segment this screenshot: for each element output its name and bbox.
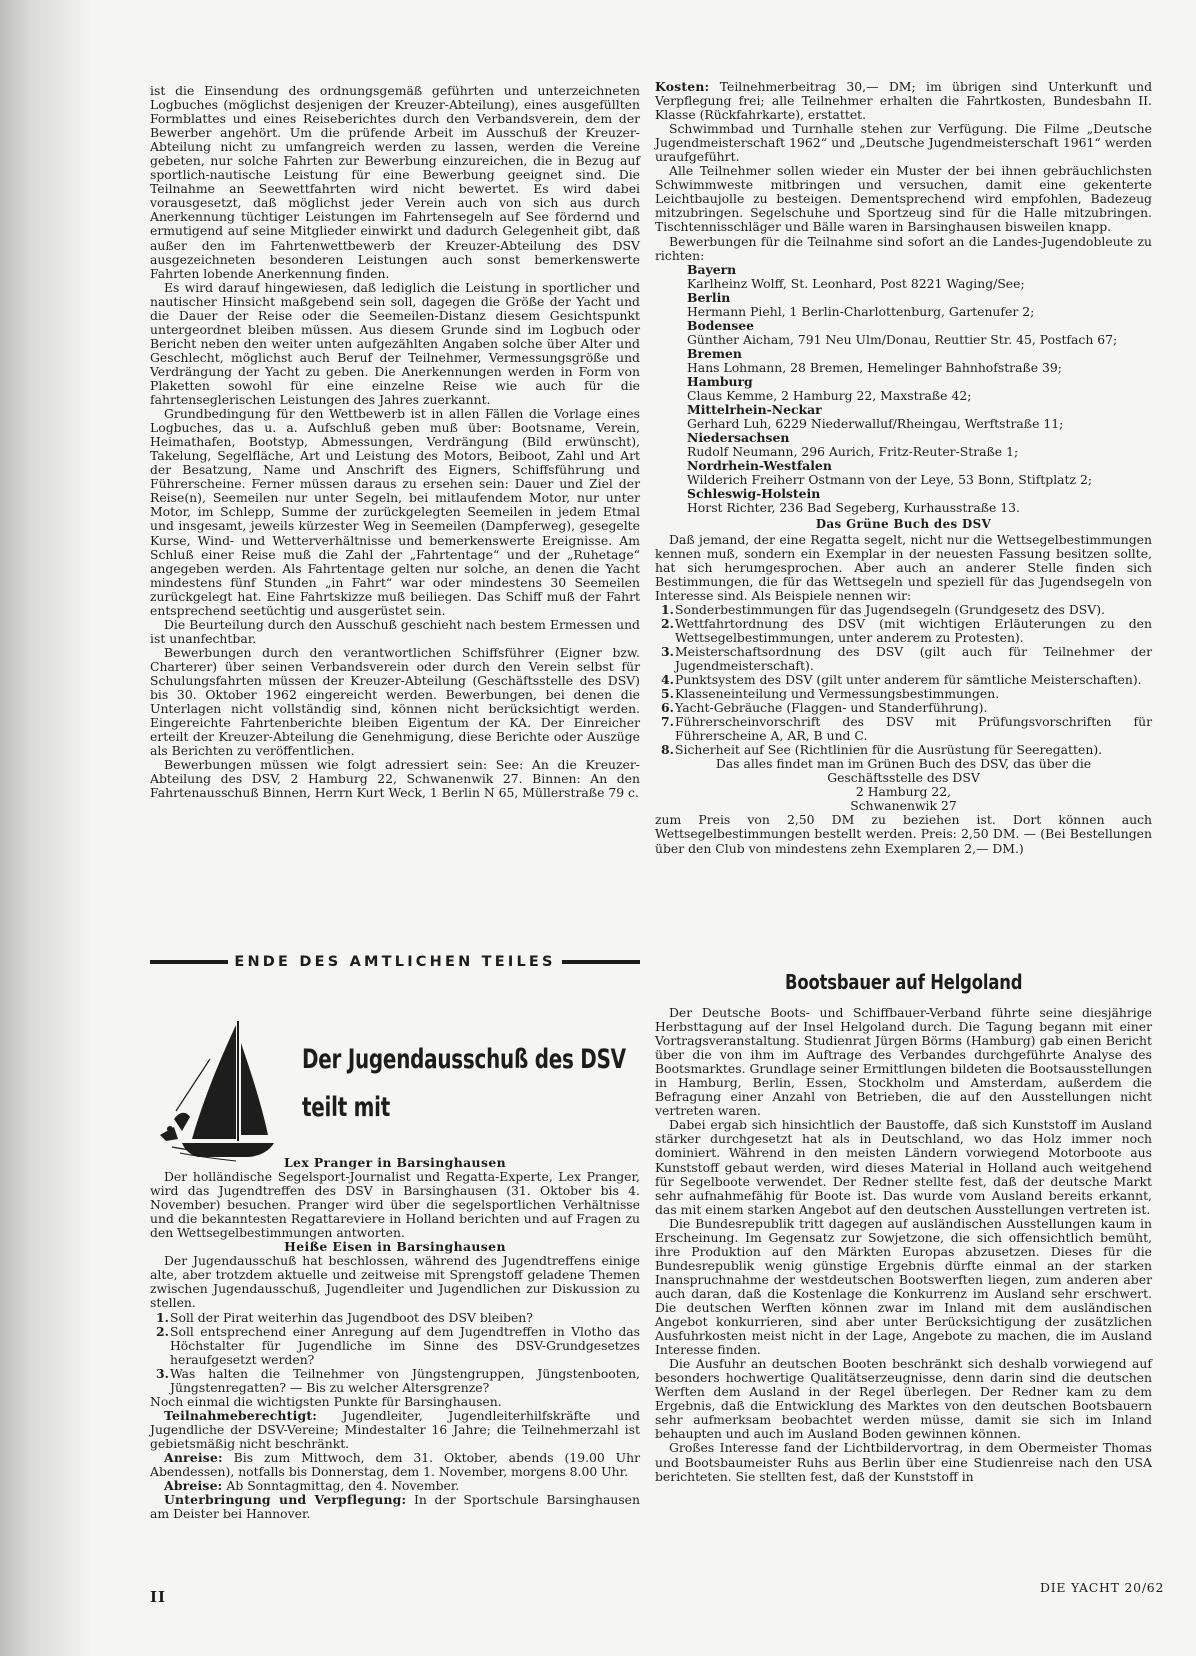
gruen-list	[655, 603, 1152, 758]
divider-rule	[562, 960, 640, 964]
region-address: Horst Richter, 236 Bad Segeberg, Kurhausstraße 13.	[687, 500, 1020, 516]
right-info	[655, 80, 1152, 122]
left-paragraph: Bewerbungen müssen wie folgt adressiert sein: See: An die Kreuzer-Abteilung des DSV, 2 Hamburg 22, Schwanenwik 27. Binnen: An den Fahrtenausschuß Binnen, Herrn Kurt Weck, 1 Berlin N 65, Müllerstraße 79 c.	[150, 757, 640, 801]
list-number: 3.	[661, 643, 674, 659]
jugend-title-line: Der Jugendausschuß des DSV	[302, 1044, 626, 1075]
list-number: 1.	[661, 601, 674, 617]
left-paragraph: ist die Einsendung des ordnungsgemäß geführten und unterzeichneten Logbuches (möglichst desjenigen der Kreuzer-Abteilung), eines ausgefüllten Formblattes und eines Reiseberichtes durch den Verbandsverein, dem der Bewerber angehört. Um die prüfende Arbeit im Ausschuß der Kreuzer-Abteilung nicht zu umfangreich werden zu lassen, werden die Vereine gebeten, nur solche Fahrten zur Bewerbung einzureichen, die in Bezug auf sportlich-nautische Leistung für eine Bewerbung geeignet sind. Die Teilnahme an Seewettfahrten wird nicht bewertet. Es wird dabei vorausgesetzt, daß möglichst jeder Verein auch von sich aus durch Anerkennung tüchtiger Leistungen im Fahrtensegeln auf See fördernd und ermutigend auf seine Mitglieder einwirkt und dadurch Gelegenheit gibt, daß außer den im Fahrtenwettbewerb der Kreuzer-Abteilung des DSV ausgezeichneten besonderen Leistungen auch sonst bemerkenswerte Fahrten lobende Anerkennung finden.	[150, 83, 640, 281]
right-paragraph: Schwimmbad und Turnhalle stehen zur Verfügung. Die Filme „Deutsche Jugendmeisterschaft 1962“ und „Deutsche Jugendmeisterschaft 1961“ werden uraufgeführt.	[655, 121, 1152, 165]
list-item	[655, 673, 1152, 687]
list-text: Soll entsprechend einer Anregung auf dem Jugendtreffen in Vlotho das Höchstalter für Jugendliche im Sinne des DSV-Grundgesetzes heraufgesetzt werden?	[170, 1323, 640, 1367]
list-number: 4.	[661, 671, 674, 687]
section-end-divider	[150, 950, 640, 974]
gruen-paragraph: Daß jemand, der eine Regatta segelt, nicht nur die Wettsegelbestimmungen kennen muß, sondern ein Exemplar in der neuesten Fassung besitzen sollte, hat sich herumgesprochen. Aber auch an anderer Stelle finden sich Bestimmungen, die für das Wettsegeln und speziell für das Jugendsegeln von Interesse sind. Als Beispiele nennen wir:	[655, 531, 1152, 603]
list-text: Soll der Pirat weiterhin das Jugendboot des DSV bleiben?	[170, 1309, 533, 1325]
region-name: Berlin	[687, 289, 731, 305]
jugend-article	[150, 1156, 640, 1521]
list-text: Klasseneinteilung und Vermessungsbestimmungen.	[675, 686, 1000, 702]
list-text: Punktsystem des DSV (gilt unter anderem für sämtliche Meisterschaften).	[675, 671, 1142, 687]
region-name: Niedersachsen	[687, 430, 790, 446]
info-label: Unterbringung und Verpflegung:	[164, 1492, 407, 1508]
region-name: Hamburg	[687, 373, 753, 389]
list-text: Was halten die Teilnehmer von Jüngstengruppen, Jüngstenbooten, Jüngstenregatten? — Bis zu welcher Altersgrenze?	[170, 1365, 640, 1395]
list-item	[655, 687, 1152, 701]
magazine-footer: DIE YACHT 20/62	[1040, 1580, 1165, 1595]
gruen-line: Schwanenwik 27	[850, 798, 957, 814]
jugend-subheading: Heiße Eisen in Barsinghausen	[284, 1239, 506, 1255]
region-name: Schleswig-Holstein	[687, 486, 821, 502]
list-item	[655, 617, 1152, 645]
region-address: Rudolf Neumann, 296 Aurich, Fritz-Reuter-Straße 1;	[687, 444, 1019, 460]
list-number: 8.	[661, 742, 674, 758]
list-item	[655, 715, 1152, 743]
jugend-info	[150, 1451, 640, 1479]
list-text: Sonderbestimmungen für das Jugendsegeln (Grundgesetz des DSV).	[675, 601, 1105, 617]
right-paragraph: Bewerbungen für die Teilnahme sind sofort an die Landes-Jugendobleute zu richten:	[655, 233, 1152, 263]
jugend-title-line: teilt mit	[302, 1092, 391, 1123]
list-number: 2.	[156, 1323, 169, 1339]
list-item	[655, 743, 1152, 757]
region-address: Claus Kemme, 2 Hamburg 22, Maxstraße 42;	[687, 388, 972, 404]
list-item	[150, 1325, 640, 1367]
info-text: Bis zum Mittwoch, dem 31. Oktober, abends (19.00 Uhr Abendessen), notfalls bis Donnerstag, dem 1. November, morgens 8.00 Uhr.	[150, 1449, 640, 1480]
boots-title: Bootsbauer auf Helgoland	[784, 970, 1023, 994]
region-address: Karlheinz Wolff, St. Leonhard, Post 8221 Waging/See;	[687, 275, 1025, 291]
list-text: Yacht-Gebräuche (Flaggen- und Standerführung).	[675, 700, 988, 716]
list-text: Sicherheit auf See (Richtlinien für die Ausrüstung für Seeregatten).	[675, 742, 1103, 758]
region-name: Mittelrhein-Neckar	[687, 402, 822, 418]
jugend-paragraph: Der holländische Segelsport-Journalist und Regatta-Experte, Lex Pranger, wird das Jugendtreffen des DSV in Barsinghausen (31. Oktober bis 4. November) besuchen. Pranger wird über die segelsportlichen Verhältnisse und die bekanntesten Regattareviere in Holland berichten und auf Fragen zu den Wettsegelbestimmungen antworten.	[150, 1169, 640, 1241]
list-number: 5.	[661, 686, 674, 702]
region-name: Bremen	[687, 345, 742, 361]
region-address: Wilderich Freiherr Ostmann von der Leye, 53 Bonn, Stiftplatz 2;	[687, 472, 1093, 488]
right-column	[655, 80, 1152, 856]
region-name: Bodensee	[687, 317, 755, 333]
info-text: Jugendleiter, Jugendleiterhilfskräfte und Jugendliche der DSV-Vereine; Mindestalter 16 Jahre; die Teilnehmerzahl ist gebietsmäßig nicht beschränkt.	[150, 1407, 640, 1451]
info-label: Abreise:	[164, 1478, 223, 1494]
region-address: Günther Aicham, 791 Neu Ulm/Donau, Reuttier Str. 45, Postfach 67;	[687, 331, 1118, 347]
list-text: Führerscheinvorschrift des DSV mit Prüfungsvorschriften für Führerscheine A, AR, B und C.	[675, 714, 1152, 744]
info-label: Kosten:	[655, 79, 710, 94]
jugend-subheading: Lex Pranger in Barsinghausen	[283, 1155, 507, 1170]
boots-paragraph: Die Bundesrepublik tritt dagegen auf ausländischen Ausstellungen kaum in Erscheinung. Im Gegensatz zur Sowjetzone, die sich offensichtlich bemüht, ihre Produktion auf den Märkten Europas abzusetzen. Dieses für die Bundesrepublik wenig günstige Ergebnis dürfte einmal an der starken Inanspruchnahme der westdeutschen Bootswerften liegen, zum anderen aber auch daran, daß die Kostenlage die Konkurrenz im Ausland sehr erschwert. Die deutschen Werften können zwar im Inland mit dem ausländischen Angebot konkurrieren, sind aber unter Berücksichtigung der zusätzlichen Ausfuhrkosten meist nicht in der Lage, Angebote zu machen, die im Ausland Interesse finden.	[655, 1215, 1152, 1358]
sailboat-icon	[152, 1015, 277, 1165]
section-end-label: ENDE DES AMTLICHEN TEILES	[234, 954, 556, 970]
gruen-paragraph: zum Preis von 2,50 DM zu beziehen ist. Dort können auch Wettsegelbestimmungen bestellt werden. Preis: 2,50 DM. — (Bei Bestellungen über den Club von mindestens zehn Exemplaren 2,— DM.)	[655, 812, 1152, 856]
jugend-paragraph: Noch einmal die wichtigsten Punkte für Barsinghausen.	[150, 1393, 502, 1409]
boots-paragraph: Großes Interesse fand der Lichtbildervortrag, in dem Obermeister Thomas und Bootsbaumeister Ruhs aus Berlin über eine Studienreise nach den USA berichteten. Sie stellten fest, daß der Kunststoff in	[655, 1440, 1152, 1484]
info-label: Anreise:	[164, 1449, 223, 1465]
list-item	[150, 1311, 640, 1325]
region-address: Gerhard Luh, 6229 Niederwalluf/Rheingau, Werftstraße 11;	[687, 416, 1064, 432]
region-address: Hermann Piehl, 1 Berlin-Charlottenburg, Gartenufer 2;	[687, 303, 1035, 319]
jugend-paragraph: Der Jugendausschuß hat beschlossen, während des Jugendtreffens einige alte, aber trotzdem aktuelle und zeitweise mit Sprengstoff geladene Themen zwischen Jugendausschuß, Jugendleiter und Jugendlichen zur Diskussion zu stellen.	[150, 1253, 640, 1311]
jugend-info	[150, 1493, 640, 1521]
info-label: Teilnahmeberechtigt:	[164, 1407, 318, 1423]
left-paragraph: Grundbedingung für den Wettbewerb ist in allen Fällen die Vorlage eines Logbuches, das u. a. Aufschluß geben muß über: Bootsname, Verein, Heimathafen, Bootstyp, Abmessungen, Verdrängung (Bild erwünscht), Takelung, Segelfläche, Art und Leistung des Motors, Beiboot, Zahl und Art der Besatzung, Name und Anschrift des Eigners, Schiffsführung und Führerscheine. Ferner müssen daraus zu ersehen sein: Dauer und Ziel der Reise(n), Seemeilen nur unter Segeln, bei mitlaufendem Motor, nur unter Motor, im Schlepp, Summe der zurückgelegten Seemeilen in jedem Etmal und insgesamt, jeweils kürzester Weg in Seemeilen (Dampferweg), gesegelte Kurse, Wind- und Wetterverhältnisse und bemerkenswerte Ereignisse. Am Schluß einer Reise muß die Zahl der „Fahrtentage“ und der „Ruhetage“ angegeben werden. Als Fahrtentage gelten nur solche, an denen die Yacht mindestens fünf Stunden „in Fahrt“ war oder mindestens 30 Seemeilen zurückgelegt hat. Eine Fahrtskizze muß beiliegen. Das Schiff muß der Fahrt entsprechend seetüchtig und ausgerüstet sein.	[150, 406, 640, 618]
list-text: Wettfahrtordnung des DSV (mit wichtigen Erläuterungen zu den Wettsegelbestimmungen, unter anderem zu Protesten).	[675, 615, 1152, 645]
gruen-line: Das alles findet man im Grünen Buch des DSV, das über die	[715, 756, 1092, 772]
info-text: In der Sportschule Barsinghausen am Deister bei Hannover.	[150, 1492, 640, 1522]
boots-heading	[655, 970, 1152, 994]
region-address: Hans Lohmann, 28 Bremen, Hemelinger Bahnhofstraße 39;	[687, 359, 1062, 375]
list-number: 7.	[661, 714, 674, 730]
gruen-line: Geschäftsstelle des DSV	[827, 770, 980, 786]
gruen-heading: Das Grüne Buch des DSV	[815, 517, 992, 532]
binding-shadow	[0, 0, 92, 1656]
region-list	[655, 263, 1152, 516]
jugend-info	[150, 1409, 640, 1451]
list-number: 1.	[156, 1309, 169, 1325]
right-paragraph: Alle Teilnehmer sollen wieder ein Muster der bei ihnen gebräuchlichsten Schwimmweste mitbringen und versuchen, damit eine gekenterte Leichtbaujolle zu besteigen. Dementsprechend wird empfohlen, Badezeug mitzubringen. Segelschuhe und Sportzeug sind für die Halle mitzubringen. Tischtennisschläger und Bälle waren in Barsinghausen bisweilen knapp.	[655, 163, 1152, 235]
page-number: II	[150, 1588, 167, 1606]
list-item	[150, 1367, 640, 1395]
left-paragraph: Die Beurteilung durch den Ausschuß geschieht nach bestem Ermessen und ist unanfechtbar.	[150, 616, 640, 646]
jugend-title	[302, 1036, 626, 1132]
left-paragraph: Es wird darauf hingewiesen, daß lediglich die Leistung in sportlicher und nautischer Hinsicht maßgebend sein soll, dagegen die Größe der Yacht und die Dauer der Reise oder die Seemeilen-Distanz diesem Gesichtspunkt untergeordnet bleiben müssen. Aus diesem Grunde sind im Logbuch oder Bericht neben den weiter unten aufgezählten Angaben solche über Alter und Geschlecht, möglichst auch Beruf der Teilnehmer, Vermessungsgröße und Verdrängung der Yacht zu geben. Die Anerkennungen werden in Form von Plaketten sowohl für eine einzelne Reise wie auch für die fahrtenseglerischen Leistungen des Jahres zuerkannt.	[150, 279, 640, 408]
list-item	[655, 645, 1152, 673]
left-paragraph: Bewerbungen durch den verantwortlichen Schiffsführer (Eigner bzw. Charterer) über seinen Verbandsverein oder durch den Verein selbst für Schulungsfahrten müssen der Kreuzer-Abteilung (Geschäftsstelle des DSV) bis 30. Oktober 1962 eingereicht werden. Bewerbungen, bei denen die Unterlagen nicht vollständig sind, können nicht berücksichtigt werden. Eingereichte Fahrtenberichte bleiben Eigentum der KA. Der Einreicher erteilt der Kreuzer-Abteilung die Genehmigung, diese Berichte oder Auszüge als Berichten zu veröffentlichen.	[150, 644, 640, 759]
boots-paragraph: Die Ausfuhr an deutschen Booten beschränkt sich deshalb vorwiegend auf besonders hochwertige Qualitätserzeugnisse, denn darin sind die deutschen Werften dem Ausland in der Regel überlegen. Der Redner kam zu dem Ergebnis, daß die Entwicklung des Marktes von den deutschen Bootsbauern sehr aufmerksam beobachtet werden müsse, damit sie sich im Inland behaupten und auch im Ausland Boden gewinnen können.	[655, 1356, 1152, 1442]
list-item	[655, 701, 1152, 715]
region-name: Nordrhein-Westfalen	[687, 458, 832, 474]
boots-article	[655, 1006, 1152, 1484]
info-text: Ab Sonntagmittag, den 4. November.	[222, 1478, 460, 1494]
list-item	[655, 603, 1152, 617]
list-number: 3.	[156, 1365, 169, 1381]
jugend-info	[150, 1479, 640, 1493]
boots-paragraph: Der Deutsche Boots- und Schiffbauer-Verband führte seine diesjährige Herbsttagung auf der Insel Helgoland durch. Die Tagung begann mit einer Vortragsveranstaltung. Studienrat Jürgen Börms (Hamburg) gab einen Bericht über die von ihm im Auftrage des Verbandes durchgeführte Analyse des Bootsmarktes. Grundlage seiner Ermittlungen bildeten die Bootsausstellungen in Hamburg, Berlin, Essen, Stockholm und Amsterdam, außerdem die Befragung einer Anzahl von Betrieben, die auf den Ausstellungen nicht vertreten waren.	[655, 1005, 1152, 1119]
gruen-line: 2 Hamburg 22,	[855, 784, 952, 800]
boots-paragraph: Dabei ergab sich hinsichtlich der Baustoffe, daß sich Kunststoff im Ausland stärker durchgesetzt hat als in Deutschland, wo das Holz immer noch dominiert. Während in den meisten Ländern vorwiegend Motorboote aus Kunststoff gebaut werden, wird dieses Material in Holland auch weitgehend für Segelboote verwendet. Der Redner stellte fest, daß der deutsche Markt sehr aufnahmefähig für Boote ist. Das wurde vom Ausland bereits erkannt, das mit einem starken Angebot auf den deutschen Ausstellungen vertreten ist.	[655, 1117, 1152, 1217]
region-name: Bayern	[687, 261, 737, 277]
list-text: Meisterschaftsordnung des DSV (gilt auch für Teilnehmer der Jugendmeisterschaft).	[675, 643, 1152, 673]
divider-rule	[150, 960, 228, 964]
list-number: 2.	[661, 615, 674, 631]
left-column	[150, 84, 640, 800]
list-number: 6.	[661, 700, 674, 716]
info-text: Teilnehmerbeitrag 30,— DM; im übrigen sind Unterkunft und Verpflegung frei; alle Teilnehmer erhalten die Fahrtkosten, Bundesbahn II. Klasse (Rückfahrkarte), erstattet.	[655, 79, 1152, 123]
